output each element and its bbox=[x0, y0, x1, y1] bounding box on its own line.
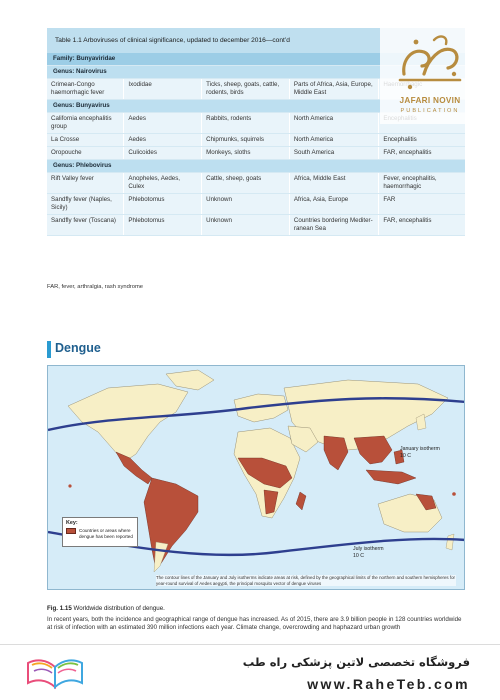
publisher-emblem-icon bbox=[394, 30, 466, 94]
table-title: Table 1.1 Arboviruses of clinical significance, updated to december 2016—cont’d bbox=[47, 28, 465, 53]
table-cell: Unknown bbox=[202, 194, 290, 215]
table-cell: South America bbox=[289, 147, 378, 160]
january-isotherm-label: January isotherm 10 C bbox=[400, 446, 440, 459]
map-key-text: Countries or areas where dengue has been reported bbox=[79, 528, 133, 539]
table-cell: Unknown bbox=[202, 215, 290, 236]
table-row bbox=[47, 134, 465, 147]
figure-label: Fig. 1.15 bbox=[47, 605, 72, 612]
table-row bbox=[47, 147, 465, 160]
publisher-subtitle: PUBLICATION bbox=[400, 108, 460, 114]
table-footnote: FAR, fever, arthralgia, rash syndrome bbox=[47, 284, 144, 290]
table-cell: Cattle, sheep, goats bbox=[202, 173, 290, 194]
table-cell: Africa, Asia, Europe bbox=[289, 194, 378, 215]
table-cell: Oropouche bbox=[47, 147, 124, 160]
table-cell: Parts of Africa, Asia, Europe, Middle East bbox=[289, 79, 378, 100]
table-cell: Fever, encephalitis, haemorrhagic bbox=[379, 173, 465, 194]
table-cell: California encephalitis group bbox=[47, 113, 124, 134]
dengue-body-text: In recent years, both the incidence and geographical range of dengue has increased. As of 2015, there are 3.9 billion people in 128 countries worldwide at risk of infection with an estimated 390 million infections each year. Climate change, overcrowding and haphazard urban growth bbox=[47, 616, 462, 631]
table-cell: North America bbox=[289, 134, 378, 147]
table-cell: Ixodidae bbox=[124, 79, 202, 100]
genus-label: Genus: Bunyavirus bbox=[47, 100, 465, 113]
table-cell: Countries bordering Mediter-ranean Sea bbox=[289, 215, 378, 236]
july-isotherm-label: July isotherm 10 C bbox=[353, 546, 384, 559]
section-accent-bar bbox=[47, 341, 51, 358]
map-key bbox=[62, 517, 138, 547]
section-title: Dengue bbox=[55, 341, 101, 355]
table-cell: FAR, encephalitis bbox=[379, 147, 465, 160]
map-key-title: Key: bbox=[66, 520, 78, 526]
family-label: Family: Bunyaviridae bbox=[47, 53, 465, 66]
table-cell: Encephalitis bbox=[379, 134, 465, 147]
table-cell: FAR, encephalitis bbox=[379, 215, 465, 236]
publisher-name: JAFARI NOVIN bbox=[399, 96, 461, 105]
genus-label: Genus: Phlebovirus bbox=[47, 160, 465, 173]
world-map-graphic bbox=[48, 366, 465, 590]
table-cell: Rift Valley fever bbox=[47, 173, 124, 194]
table-cell: Chipmunks, squirrels bbox=[202, 134, 290, 147]
figure-caption bbox=[47, 605, 165, 612]
table-cell: La Crosse bbox=[47, 134, 124, 147]
store-url[interactable]: www.RaheTeb.com bbox=[307, 676, 470, 692]
table-cell: Aedes bbox=[124, 134, 202, 147]
publisher-logo bbox=[380, 28, 480, 124]
table-cell: Africa, Middle East bbox=[289, 173, 378, 194]
table-cell: Culicoides bbox=[124, 147, 202, 160]
table-cell: Ticks, sheep, goats, cattle, rodents, birds bbox=[202, 79, 290, 100]
table-row bbox=[47, 194, 465, 215]
table-cell: Rabbits, rodents bbox=[202, 113, 290, 134]
map-key-row bbox=[66, 528, 134, 539]
table-cell: Monkeys, sloths bbox=[202, 147, 290, 160]
table-row bbox=[47, 173, 465, 194]
figure-caption-text: Worldwide distribution of dengue. bbox=[73, 605, 165, 612]
table-cell: Phlebotomus bbox=[124, 215, 202, 236]
table-cell: Sandfly fever (Toscana) bbox=[47, 215, 124, 236]
genus-row bbox=[47, 160, 465, 173]
table-cell: Phlebotomus bbox=[124, 194, 202, 215]
genus-label: Genus: Nairovirus bbox=[47, 66, 465, 79]
table-cell: North America bbox=[289, 113, 378, 134]
table-cell: Sandfly fever (Naples, Sicily) bbox=[47, 194, 124, 215]
open-book-icon bbox=[26, 653, 84, 693]
map-caption: The contour lines of the January and July isotherms indicate areas at risk, defined by the geographical limits of the northern and southern hemispheres for year-round survival of Aedes aegypti, the principal mosquito vector of dengue viruses bbox=[156, 575, 455, 586]
dengue-world-map bbox=[47, 365, 465, 590]
table-cell: Anopheles, Aedes, Culex bbox=[124, 173, 202, 194]
store-name-persian: فروشگاه تخصصی لاتین پزشکی راه طب bbox=[242, 655, 470, 669]
footer-banner bbox=[0, 644, 500, 700]
dengue-swatch-icon bbox=[66, 528, 76, 534]
table-row bbox=[47, 215, 465, 236]
table-cell: Crimean-Congo haemorrhagic fever bbox=[47, 79, 124, 100]
table-cell: Aedes bbox=[124, 113, 202, 134]
table-cell: FAR bbox=[379, 194, 465, 215]
